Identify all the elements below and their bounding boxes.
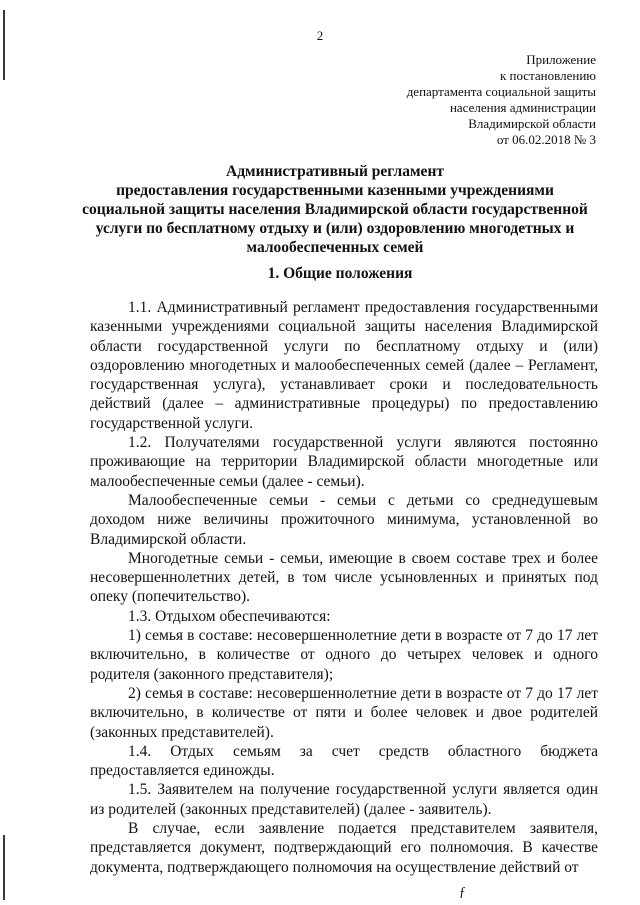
title-line: Административный регламент bbox=[226, 163, 444, 180]
paragraph: 1.4. Отдых семьям за счет средств областного бюджета предоставляется единожды. bbox=[90, 742, 598, 780]
scan-edge-line bbox=[3, 10, 5, 80]
appendix-line: населения администрации bbox=[449, 100, 596, 115]
scan-edge-line bbox=[3, 835, 5, 900]
pen-mark-icon: ƒ bbox=[459, 885, 466, 900]
appendix-line: Владимирской области bbox=[468, 116, 596, 131]
appendix-line: Приложение bbox=[526, 52, 596, 67]
paragraph: 2) семья в составе: несовершеннолетние дети в возрасте от 7 до 17 лет включительно, в количестве от пяти и более человек и двое родителей (законных представителей). bbox=[90, 684, 598, 741]
paragraph: 1.2. Получателями государственной услуги являются постоянно проживающие на территории Владимирской области многодетные или малообеспеченные семьи (далее - семьи). bbox=[90, 434, 598, 490]
page-number: 2 bbox=[316, 28, 324, 43]
paragraph: 1.5. Заявителем на получение государственной услуги является один из родителей (законных представителей) (далее - заявитель). bbox=[90, 781, 598, 818]
paragraph: В случае, если заявление подается представителем заявителя, представляется документ, подтверждающий его полномочия. В качестве документа, подтверждающего полномочия на осуществление действий от bbox=[90, 820, 598, 876]
title-line: социальной защиты населения Владимирской области государственной bbox=[82, 201, 588, 218]
appendix-line: к постановлению bbox=[499, 68, 596, 83]
paragraph: Малообеспеченные семьи - семьи с детьми со среднедушевым доходом ниже величины прожиточного минимума, установленной во Владимирской области. bbox=[90, 491, 598, 548]
section-heading: 1. Общие положения bbox=[267, 265, 413, 282]
paragraph: 1.1. Административный регламент предоставления государственными казенными учреждениями социальной защиты населения Владимирской области государственной услуги по бесплатному отдыху и (или) оздоровлению многодетных и малообеспеченных семей (далее – Регламент, государственная услуга), устанавливает сроки и последовательность действий (далее – административные процедуры) по предоставлению государственной услуги. bbox=[90, 299, 598, 432]
document-body bbox=[90, 298, 598, 877]
appendix-line: от 06.02.2018 № 3 bbox=[496, 132, 596, 147]
appendix-line: департамента социальной защиты bbox=[406, 84, 596, 99]
paragraph: 1.3. Отдыхом обеспечиваются: bbox=[128, 607, 331, 625]
document-title bbox=[78, 162, 592, 257]
paragraph: 1) семья в составе: несовершеннолетние дети в возрасте от 7 до 17 лет включительно, в количестве от одного до четырех человек и одного родителя (законного представителя); bbox=[90, 627, 598, 683]
appendix-block bbox=[407, 52, 596, 148]
title-line: малообеспеченных семей bbox=[246, 239, 424, 256]
title-line: предоставления государственными казенными учреждениями bbox=[116, 182, 554, 199]
paragraph: Многодетные семьи - семьи, имеющие в своем составе трех и более несовершеннолетних детей, в том числе усыновленных и принятых под опеку (попечительство). bbox=[90, 549, 598, 606]
title-line: услуги по бесплатному отдыху и (или) оздоровлению многодетных и bbox=[95, 220, 575, 237]
